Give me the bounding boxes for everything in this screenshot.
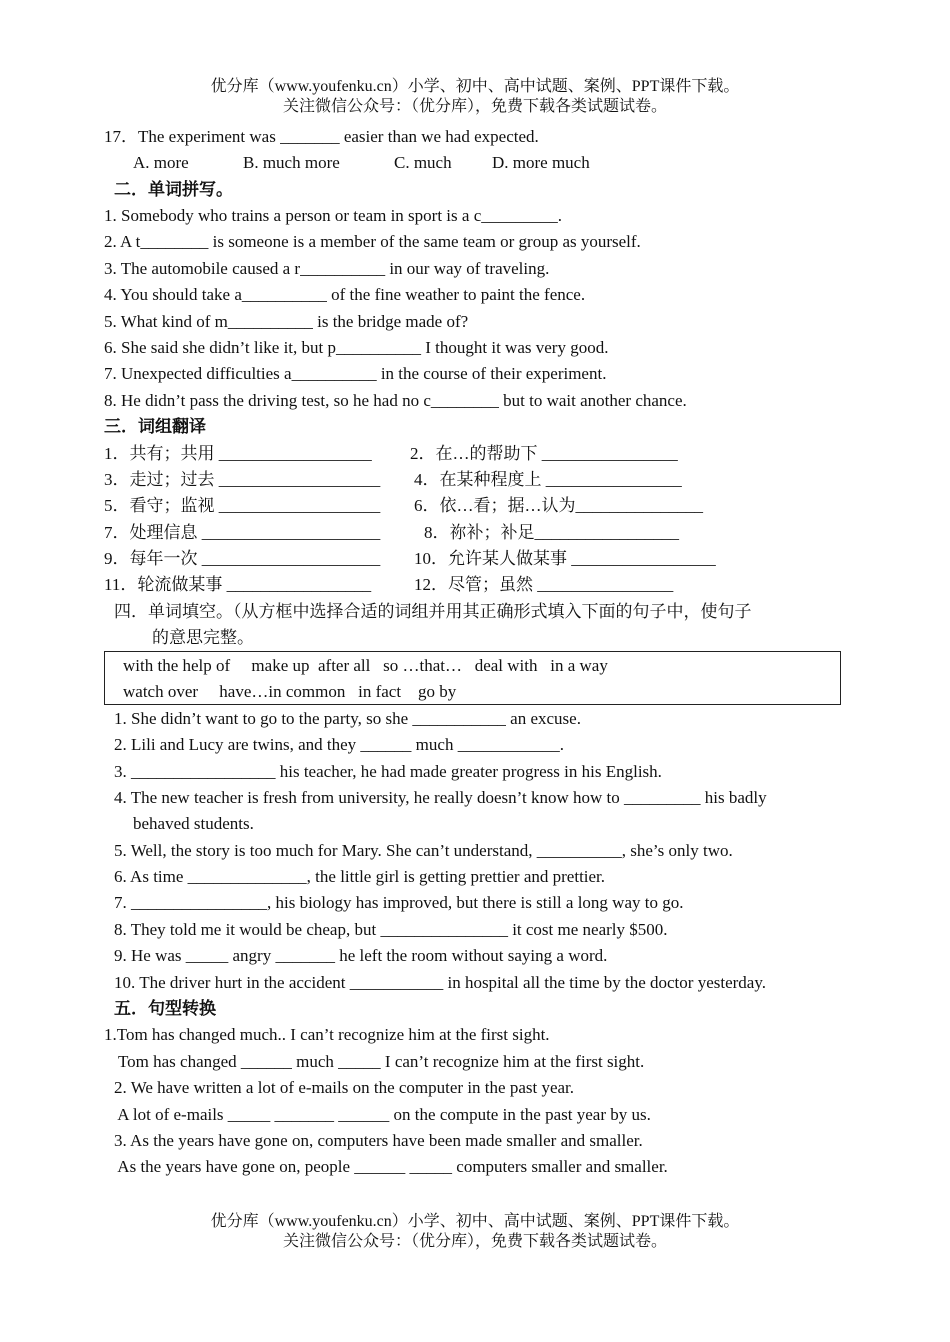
word-box xyxy=(104,651,841,705)
transform-item: As the years have gone on, people ______ _____ computers smaller and smaller. xyxy=(114,1157,668,1176)
transform-item: Tom has changed ______ much _____ I can’t recognize him at the first sight. xyxy=(114,1052,645,1071)
section-3-title: 三．词组翻译 xyxy=(104,417,206,436)
phrase-item: 9．每年一次 _____________________ xyxy=(104,549,381,568)
phrase-item: 2．在…的帮助下 ________________ xyxy=(410,444,678,463)
phrase-item: 1．共有；共用 __________________ xyxy=(104,444,372,463)
page-header xyxy=(0,77,950,117)
q17-option-a: A. more xyxy=(133,153,189,172)
transform-item: 2. We have written a lot of e-mails on the computer in the past year. xyxy=(114,1078,575,1097)
q17-option-c: C. much xyxy=(394,153,452,172)
fill-item-cont: behaved students. xyxy=(133,814,254,833)
transform-item: A lot of e-mails _____ _______ ______ on the compute in the past year by us. xyxy=(114,1105,651,1124)
header-line-1: 优分库（www.youfenku.cn）小学、初中、高中试题、案例、PPT课件下载。 xyxy=(210,78,740,95)
footer-line-2: 关注微信公众号：（优分库），免费下载各类试题试卷。 xyxy=(282,1233,667,1250)
phrase-item: 7．处理信息 _____________________ xyxy=(104,523,381,542)
transform-item: 3. As the years have gone on, computers have been made smaller and smaller. xyxy=(114,1131,643,1150)
fill-item: 2. Lili and Lucy are twins, and they ______ much ____________. xyxy=(114,735,564,754)
spelling-item: 5. What kind of m__________ is the bridge made of? xyxy=(104,312,469,331)
fill-item: 9. He was _____ angry _______ he left the room without saying a word. xyxy=(114,946,608,965)
spelling-item: 4. You should take a__________ of the fine weather to paint the fence. xyxy=(104,285,586,304)
fill-item: 1. She didn’t want to go to the party, so she ___________ an excuse. xyxy=(114,709,581,728)
word-box-line-2: watch over have…in common in fact go by xyxy=(123,682,457,701)
spelling-item: 8. He didn’t pass the driving test, so he had no c________ but to wait another chance. xyxy=(104,391,687,410)
phrase-item: 10．允许某人做某事 _________________ xyxy=(414,549,716,568)
word-box-line-1: with the help of make up after all so …that… deal with in a way xyxy=(123,656,608,675)
q17-option-d: D. more much xyxy=(492,153,590,172)
phrase-item: 3．走过；过去 ___________________ xyxy=(104,470,381,489)
footer-line-1: 优分库（www.youfenku.cn）小学、初中、高中试题、案例、PPT课件下载。 xyxy=(210,1213,740,1230)
header-line-2: 关注微信公众号：（优分库），免费下载各类试题试卷。 xyxy=(282,98,667,115)
section-5-title: 五．句型转换 xyxy=(114,999,216,1018)
section-2-title: 二．单词拼写。 xyxy=(114,180,233,199)
phrase-item: 4．在某种程度上 ________________ xyxy=(414,470,682,489)
fill-item: 3. _________________ his teacher, he had made greater progress in his English. xyxy=(114,762,662,781)
phrase-item: 6．依…看；据…认为_______________ xyxy=(414,496,703,515)
fill-item: 4. The new teacher is fresh from university, he really doesn’t know how to _________ his badly xyxy=(114,788,767,807)
spelling-item: 3. The automobile caused a r__________ in our way of traveling. xyxy=(104,259,550,278)
q17-option-b: B. much more xyxy=(243,153,340,172)
page-footer xyxy=(0,1212,950,1252)
phrase-item: 8．祢补；补足_________________ xyxy=(424,523,679,542)
phrase-item: 11．轮流做某事 _________________ xyxy=(104,575,372,594)
spelling-item: 7. Unexpected difficulties a__________ in the course of their experiment. xyxy=(104,364,607,383)
fill-item: 7. ________________, his biology has improved, but there is still a long way to go. xyxy=(114,893,684,912)
spelling-item: 2. A t________ is someone is a member of the same team or group as yourself. xyxy=(104,232,641,251)
question-17-stem: 17．The experiment was _______ easier than we had expected. xyxy=(104,127,539,146)
phrase-item: 5．看守；监视 ___________________ xyxy=(104,496,381,515)
transform-item: 1.Tom has changed much.. I can’t recognize him at the first sight. xyxy=(104,1025,550,1044)
section-4-title: 四．单词填空。（从方框中选择合适的词组并用其正确形式填入下面的句子中，使句子 xyxy=(114,602,752,621)
spelling-item: 6. She said she didn’t like it, but p__________ I thought it was very good. xyxy=(104,338,609,357)
phrase-item: 12．尽管；虽然 ________________ xyxy=(414,575,674,594)
fill-item: 8. They told me it would be cheap, but _______________ it cost me nearly $500. xyxy=(114,920,668,939)
fill-item: 10. The driver hurt in the accident ___________ in hospital all the time by the doctor yesterday. xyxy=(114,973,766,992)
spelling-item: 1. Somebody who trains a person or team in sport is a c_________. xyxy=(104,206,562,225)
fill-item: 5. Well, the story is too much for Mary. She can’t understand, __________, she’s only two. xyxy=(114,841,733,860)
fill-item: 6. As time ______________, the little girl is getting prettier and prettier. xyxy=(114,867,606,886)
section-4-title-cont: 的意思完整。 xyxy=(152,628,254,647)
